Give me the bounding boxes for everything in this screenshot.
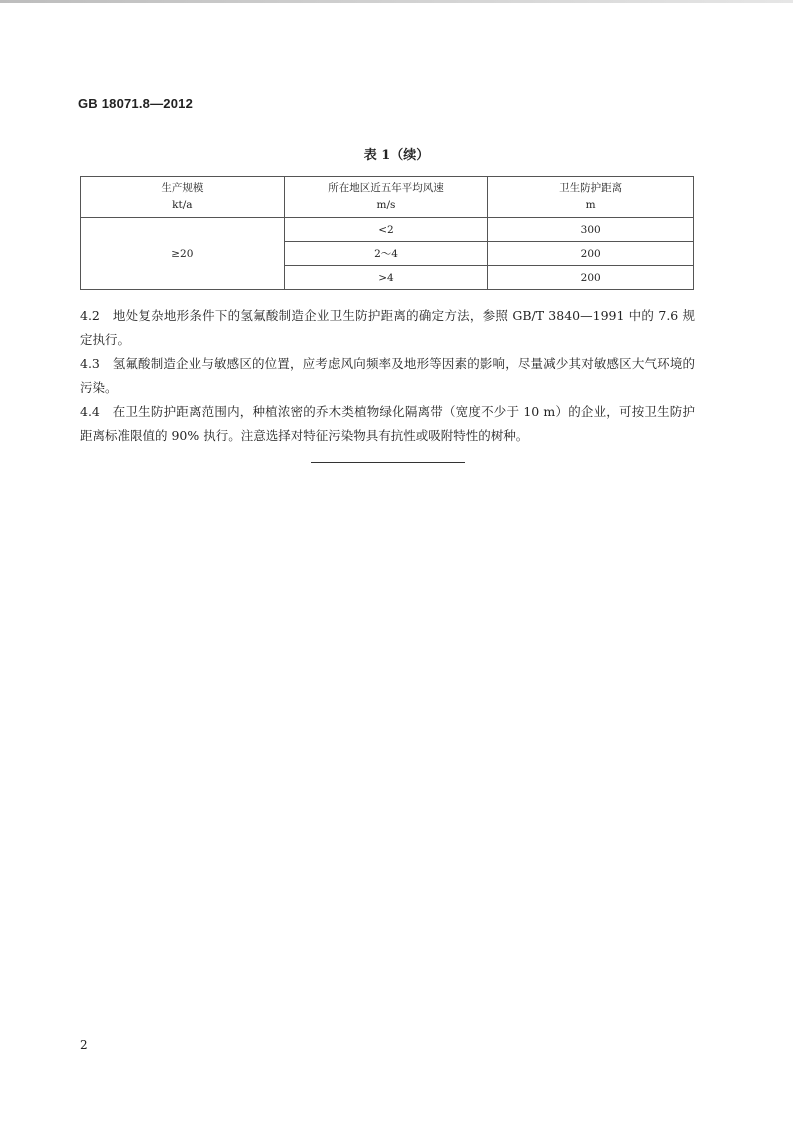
header-protection-distance <box>488 177 694 218</box>
standard-code: GB 18071.8—2012 <box>78 96 194 111</box>
table-header-row <box>81 177 694 218</box>
distance-cell: 200 <box>488 242 694 266</box>
header-production-scale-title: 生产规模 <box>161 182 204 194</box>
header-production-scale <box>81 177 285 218</box>
wind-speed-cell: >4 <box>284 266 488 290</box>
header-production-scale-unit: kt/a <box>172 199 193 211</box>
distance-cell: 200 <box>488 266 694 290</box>
clause-4-3: 4.3 氢氟酸制造企业与敏感区的位置，应考虑风向频率及地形等因素的影响，尽量减少其对敏感区大气环境的污染。 <box>80 356 695 395</box>
end-of-text-line <box>311 462 465 463</box>
page-number: 2 <box>80 1038 88 1052</box>
distance-cell: 300 <box>488 218 694 242</box>
distance-table <box>80 176 694 290</box>
production-scale-cell: ≥20 <box>81 218 285 290</box>
clause-4-2: 4.2 地处复杂地形条件下的氢氟酸制造企业卫生防护距离的确定方法，参照 GB/T 3840—1991 中的 7.6 规定执行。 <box>80 308 695 347</box>
wind-speed-cell: 2～4 <box>284 242 488 266</box>
table-row <box>81 218 694 242</box>
clause-4-4: 4.4 在卫生防护距离范围内，种植浓密的乔木类植物绿化隔离带（宽度不少于 10 m）的企业，可按卫生防护距离标准限值的 90% 执行。注意选择对特征污染物具有抗性或吸附特性的树种。 <box>80 404 695 443</box>
top-border-line <box>0 0 793 3</box>
header-wind-speed-title: 所在地区近五年平均风速 <box>328 182 444 194</box>
table-caption: 表 1（续） <box>363 148 430 163</box>
header-protection-distance-unit: m <box>585 199 596 211</box>
header-wind-speed <box>284 177 488 218</box>
header-protection-distance-title: 卫生防护距离 <box>559 182 623 194</box>
header-wind-speed-unit: m/s <box>376 199 396 211</box>
wind-speed-cell: <2 <box>284 218 488 242</box>
